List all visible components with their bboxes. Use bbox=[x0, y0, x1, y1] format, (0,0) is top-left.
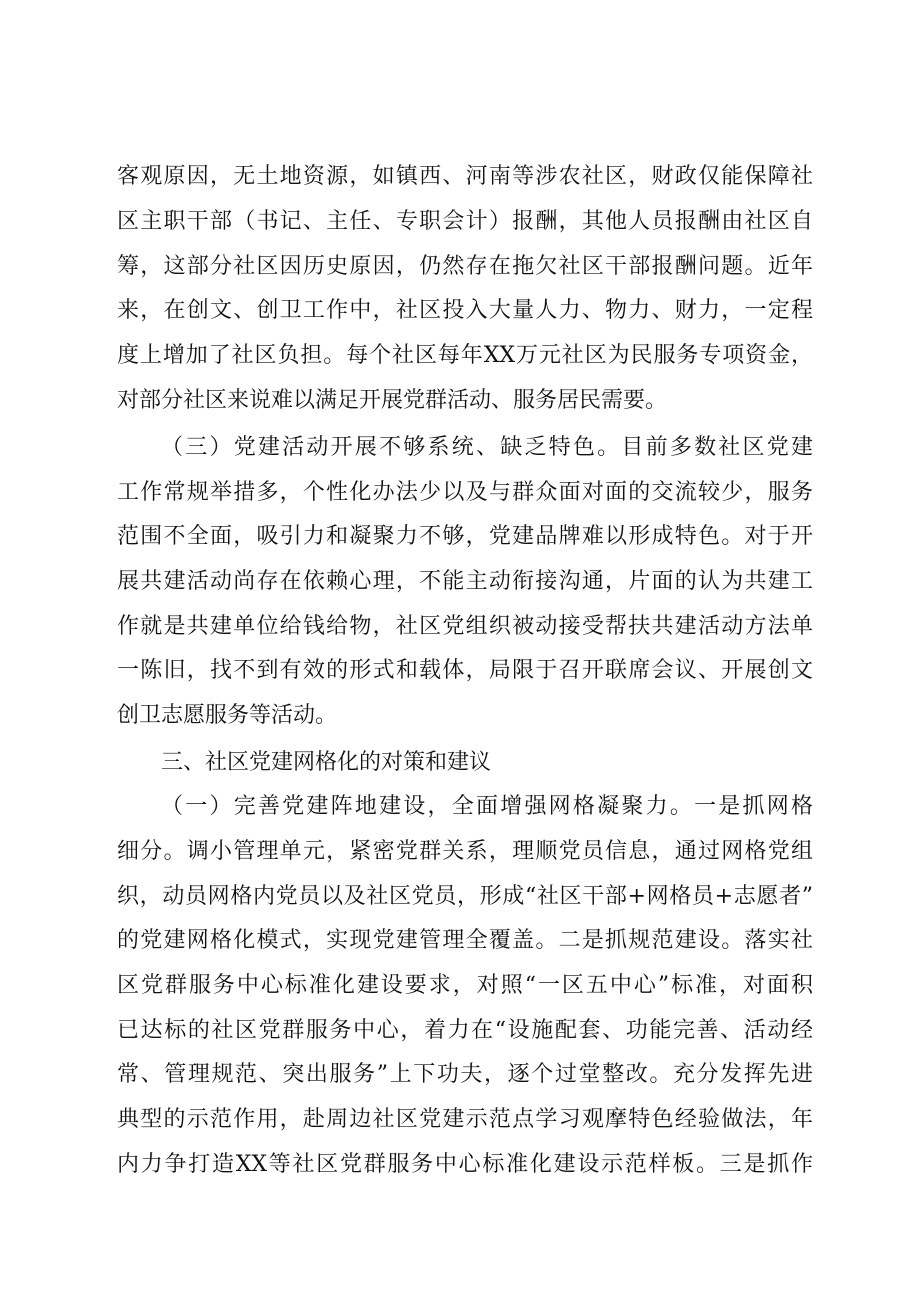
text-line-2: 区主职干部（书记、主任、专职会计）报酬，其他人员报酬由社区自 bbox=[117, 209, 813, 234]
text-line-3: 筹，这部分社区因历史原因，仍然存在拖欠社区干部报酬问题。近年 bbox=[117, 254, 813, 279]
text-line-23: 内力争打造XX等社区党群服务中心标准化建设示范样板。三是抓作 bbox=[117, 1152, 813, 1177]
section-heading-one: （一）完善党建阵地建设，全面增强网格凝聚力。一是抓网格 bbox=[161, 794, 813, 819]
text-line-4: 来，在创文、创卫工作中，社区投入大量人力、物力、财力，一定程 bbox=[117, 298, 813, 323]
text-line-10: 展共建活动尚存在依赖心理，不能主动衔接沟通，片面的认为共建工 bbox=[117, 569, 813, 594]
text-line-1: 客观原因，无土地资源，如镇西、河南等涉农社区，财政仅能保障社 bbox=[117, 164, 813, 189]
text-line-11: 作就是共建单位给钱给物，社区党组织被动接受帮扶共建活动方法单 bbox=[117, 614, 813, 639]
text-line-19: 区党群服务中心标准化建设要求，对照“一区五中心”标准，对面积 bbox=[117, 973, 813, 998]
text-line-17: 织，动员网格内党员以及社区党员，形成“社区干部+网格员+志愿者” bbox=[117, 884, 813, 909]
text-line-9: 范围不全面，吸引力和凝聚力不够，党建品牌难以形成特色。对于开 bbox=[117, 524, 813, 549]
text-line-16: 细分。调小管理单元，紧密党群关系，理顺党员信息，通过网格党组 bbox=[117, 839, 813, 864]
text-line-22: 典型的示范作用，赴周边社区党建示范点学习观摩特色经验做法，年 bbox=[117, 1107, 813, 1132]
section-heading-three: （三）党建活动开展不够系统、缺乏特色。目前多数社区党建 bbox=[161, 435, 813, 460]
text-line-18: 的党建网格化模式，实现党建管理全覆盖。二是抓规范建设。落实社 bbox=[117, 928, 813, 953]
text-line-8: 工作常规举措多，个性化办法少以及与群众面对面的交流较少，服务 bbox=[117, 480, 813, 505]
text-line-21: 常、管理规范、突出服务”上下功夫，逐个过堂整改。充分发挥先进 bbox=[117, 1062, 813, 1087]
text-line-20: 已达标的社区党群服务中心，着力在“设施配套、功能完善、活动经 bbox=[117, 1018, 813, 1043]
chapter-heading: 三、社区党建网格化的对策和建议 bbox=[161, 750, 492, 775]
text-line-5: 度上增加了社区负担。每个社区每年XX万元社区为民服务专项资金， bbox=[117, 343, 813, 368]
text-line-6: 对部分社区来说难以满足开展党群活动、服务居民需要。 bbox=[117, 388, 668, 413]
text-line-13: 创卫志愿服务等活动。 bbox=[117, 703, 338, 728]
text-line-12: 一陈旧，找不到有效的形式和载体，局限于召开联席会议、开展创文 bbox=[117, 658, 813, 683]
